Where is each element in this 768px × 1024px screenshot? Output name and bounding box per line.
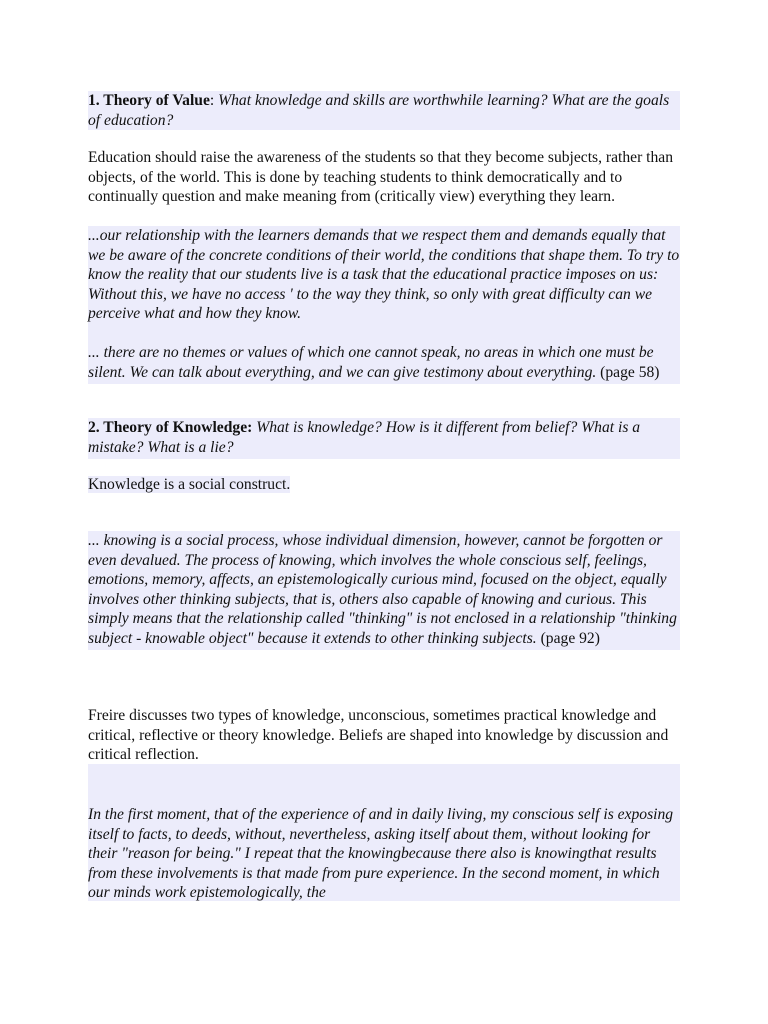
quote-themes-text: ... there are no themes or values of which one cannot speak, no areas in which one must be silent. We can talk about everything, and we can give testimony about everything. [88, 344, 654, 381]
freire-paragraph-text: Freire discusses two types of knowledge, unconscious, sometimes practical knowledge and critical, reflective or theory knowledge. Beliefs are shaped into knowledge by discussion and critical reflection. [88, 707, 669, 763]
quote-knowing-citation: (page 92) [540, 629, 600, 647]
theory-of-value-question: What knowledge and skills are worthwhile learning? What are the goals of education? [88, 92, 670, 129]
theory-of-knowledge-label: 2. Theory of Knowledge: [88, 419, 253, 436]
quote-first-moment-text: In the first moment, that of the experience of and in daily living, my conscious self is exposing itself to facts, to deeds, without, nevertheless, asking itself about them, without looking for their "reason for being." I repeat that the knowingbecause there also is knowingthat results from these involvements is that made from pure experience. In the second moment, in which our minds work epistemologically, the [88, 806, 674, 901]
knowledge-statement-block [88, 475, 680, 495]
theory-of-knowledge-question: What is knowledge? How is it different from belief? What is a mistake? What is a lie? [88, 419, 641, 456]
theory-of-value-heading [88, 91, 680, 130]
quote-themes-citation: (page 58) [600, 363, 660, 381]
knowledge-statement: Knowledge is a social construct. [88, 476, 291, 493]
education-paragraph-text: Education should raise the awareness of the students so that they become subjects, rather than objects, of the world. This is done by teaching students to think democratically and to continually question and make meaning from (critically view) everything they learn. [88, 149, 674, 205]
quote-first-moment-block [88, 764, 680, 901]
education-paragraph [88, 148, 680, 207]
theory-of-knowledge-heading [88, 418, 680, 459]
theory-of-value-colon: : [209, 92, 215, 109]
quote-knowing-block [88, 531, 680, 650]
quote-knowing-text: ... knowing is a social process, whose individual dimension, however, cannot be forgotten or even devalued. The process of knowing, which involves the whole conscious self, feelings, emotions, memory, affects, an epistemologically curious mind, focused on the object, equally involves other thinking subjects, that is, others also capable of knowing and curious. This simply means that the relationship called "thinking" is not enclosed in a relationship "thinking subject - knowable object" because it extends to other thinking subjects. [88, 532, 677, 647]
theory-of-value-label: 1. Theory of Value [88, 92, 210, 109]
quote-relationship-block [88, 226, 680, 384]
quote-relationship-text: ...our relationship with the learners demands that we respect them and demands equally that we be aware of the concrete conditions of their world, the conditions that shape them. To try to know the reality that our students live is a task that the educational practice imposes on us: Without this, we have no access ' to the way they think, so only with great difficulty can we perceive what and how they know. [88, 227, 680, 322]
freire-paragraph [88, 706, 680, 765]
